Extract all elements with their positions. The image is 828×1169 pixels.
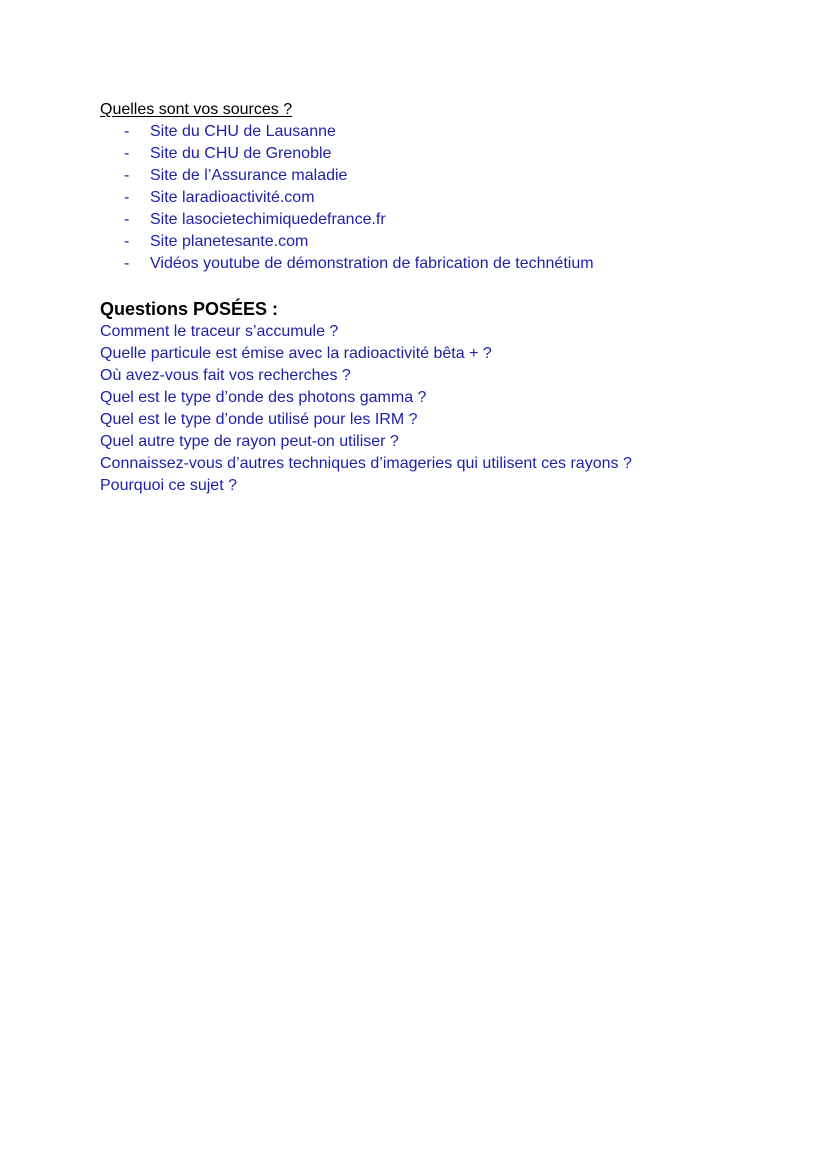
list-item: [100, 165, 790, 187]
question-item: Connaissez-vous d’autres techniques d’imageries qui utilisent ces rayons ?: [100, 455, 632, 472]
source-text: Site laradioactivité.com: [150, 189, 315, 206]
source-text: Site planetesante.com: [150, 233, 309, 250]
sources-heading: Quelles sont vos sources ?: [100, 101, 293, 118]
dash-bullet: -: [124, 189, 130, 206]
questions-list: [100, 321, 790, 497]
source-text: Site de l’Assurance maladie: [150, 167, 348, 184]
list-item: [100, 253, 790, 275]
question-item: Quel est le type d’onde utilisé pour les IRM ?: [100, 411, 418, 428]
question-item: Pourquoi ce sujet ?: [100, 477, 237, 494]
source-text: Vidéos youtube de démonstration de fabrication de technétium: [150, 255, 594, 272]
list-item: [100, 187, 790, 209]
question-item: Quel est le type d’onde des photons gamma ?: [100, 389, 427, 406]
dash-bullet: -: [124, 233, 130, 250]
list-item: [100, 209, 790, 231]
dash-bullet: -: [124, 211, 130, 228]
list-item: [100, 231, 790, 253]
question-item: Quel autre type de rayon peut-on utiliser ?: [100, 433, 399, 450]
dash-bullet: -: [124, 255, 130, 272]
document-content: [100, 99, 790, 497]
question-item: Comment le traceur s’accumule ?: [100, 323, 339, 340]
dash-bullet: -: [124, 145, 130, 162]
dash-bullet: -: [124, 167, 130, 184]
list-item: [100, 143, 790, 165]
question-item: Où avez-vous fait vos recherches ?: [100, 367, 351, 384]
source-text: Site du CHU de Lausanne: [150, 123, 336, 140]
sources-list: [100, 121, 790, 275]
questions-heading: Questions POSÉES :: [100, 299, 279, 319]
dash-bullet: -: [124, 123, 130, 140]
source-text: Site du CHU de Grenoble: [150, 145, 332, 162]
source-text: Site lasocietechimiquedefrance.fr: [150, 211, 386, 228]
question-item: Quelle particule est émise avec la radioactivité bêta + ?: [100, 345, 492, 362]
list-item: [100, 121, 790, 143]
